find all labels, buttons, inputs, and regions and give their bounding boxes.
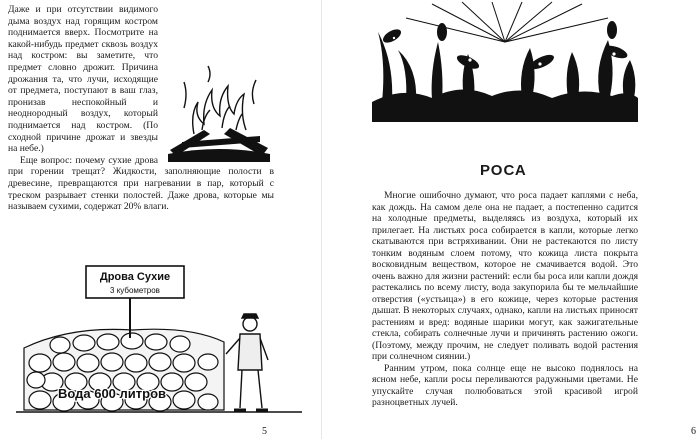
paragraph-dew-2: Ранним утром, пока солнце еще не высоко поднялось на ясном небе, капли росы переливаются радужными цветами. Не упускайте случая полюбоваться этой красивой игрой разноцветных лучей. <box>372 362 638 408</box>
sun-rays <box>406 2 608 42</box>
firewood-stack-illustration <box>10 262 306 422</box>
paragraph-smoke <box>8 4 274 155</box>
left-page-number: 5 <box>262 426 267 437</box>
sign-title: Дрова Сухие <box>99 271 171 283</box>
sign-post <box>86 266 184 338</box>
water-volume-caption: Вода 600 литров <box>57 386 167 401</box>
campfire-illustration <box>164 64 274 162</box>
man-figure <box>226 314 268 410</box>
right-page-text <box>372 190 638 409</box>
paragraph-crackling <box>8 155 274 213</box>
sign-subtitle: 3 кубометров <box>110 286 160 295</box>
chapter-title: РОСА <box>480 162 527 179</box>
paragraph-1-text: Даже и при отсутствии видимого дыма воздух над горящим костром поднимается вверх. Посмотрите на какой-нибудь предмет сквозь воздух над костром: вы заметите, что предмет словно дрожит. Причина дрожания та, что лучи, исходящие от предмета, поступают в ваш глаз, пронизав неспокойный и неоднородный воздух, который поднимается над костром. (По сходной причине дрожат и звезды на небе.) <box>8 4 158 155</box>
paragraph-2-text: Еще вопрос: почему сухие дрова при горении трещат? Жидкости, заполняющие полости в древесине, превращаются при нагревании в пар, который с треском разрывает стенки полостей. Даже дрова, которые мы называем сухими, содержат 20% влаги. <box>8 154 274 213</box>
plant-silhouettes <box>372 21 638 122</box>
paragraph-dew-1: Многие ошибочно думают, что роса падает каплями с неба, как дождь. На самом деле она не падает, а постепенно садится на холодные предметы, выделяясь из воздуха, который их прилегает. На листьях роса собирается в капли, которые легко скатываются при встряхивании. Они не растекаются по листу тонким водяным слоем потому, что кожица листа покрыта восковидным веществом, которое не смачивается водой. Это очень важно для жизни растений: если бы роса или капли дождя растекались по всему листу, вода закупорила бы те мельчайшие отверстия («устьица») в его кожице, через которые растения дышат. В некоторых случаях, однако, капли на листьях приносят растениям и вред: водяные шарики могут, как зажигательные стекла, собирать солнечные лучи и причинять растению ожоги. (Поэтому, между прочим, не следует поливать водой растения при солнечном сиянии.) <box>372 190 638 362</box>
right-page-number: 6 <box>691 426 696 437</box>
dew-plants-illustration <box>372 2 638 122</box>
left-page <box>0 0 322 439</box>
left-page-text <box>8 4 274 213</box>
